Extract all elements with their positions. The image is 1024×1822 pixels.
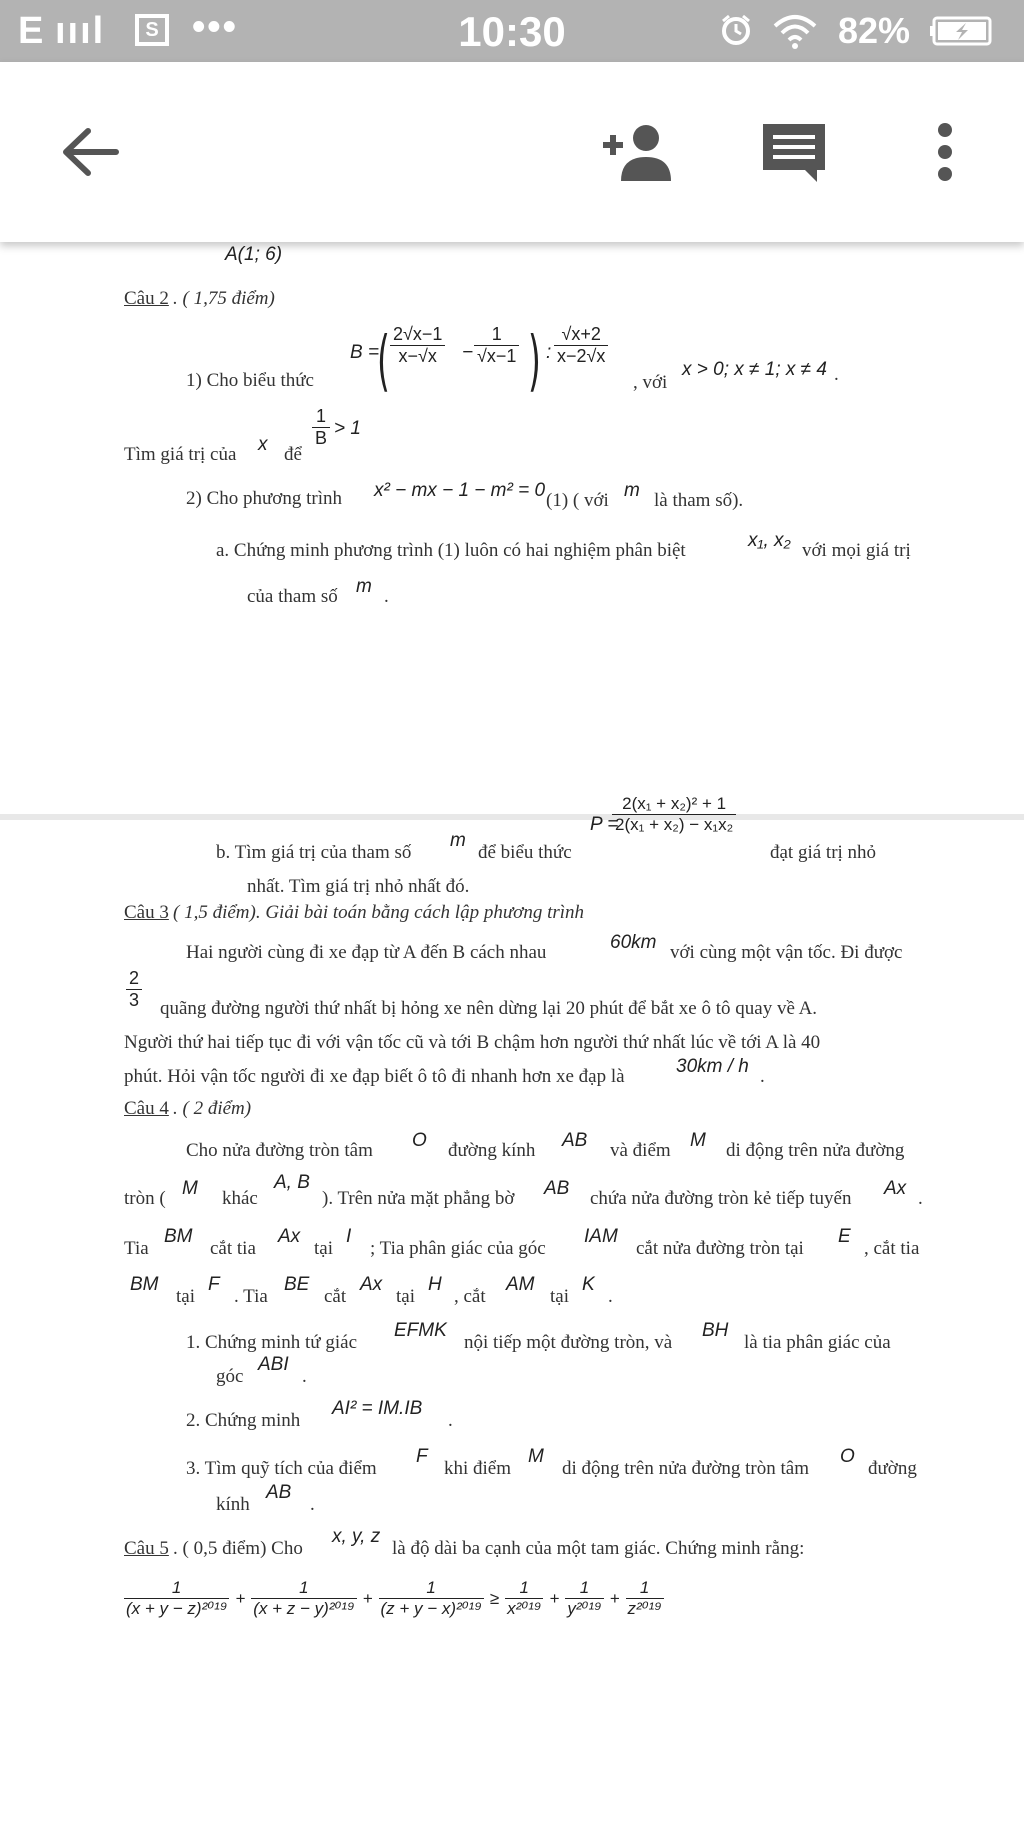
cau4-q1b: nội tiếp một đường tròn, và <box>464 1332 673 1353</box>
ineq-plus-1: + <box>235 1588 246 1608</box>
ineq-frac-4-num: 1 <box>505 1578 543 1599</box>
p1-dot: . <box>834 364 839 385</box>
cau2-points: . ( 1,75 điểm) <box>173 288 275 309</box>
signal-indicator: E ıııl <box>18 10 106 52</box>
cau4-l3d: ; Tia phân giác của góc <box>370 1238 546 1259</box>
app-toolbar <box>0 62 1024 242</box>
cau4-l4-AM: AM <box>506 1274 535 1295</box>
cau4-l2-M: M <box>182 1178 198 1199</box>
more-notifications-icon: ••• <box>192 6 238 48</box>
cau4-q2b: . <box>448 1410 453 1431</box>
alarm-icon <box>720 14 752 46</box>
page-break <box>0 814 1024 820</box>
cau3-label: Câu 3 <box>124 902 169 923</box>
cau4-AB: AB <box>562 1130 588 1151</box>
cau4-l4a: tại <box>176 1286 195 1307</box>
cau3-line1a: Hai người cùng đi xe đạp từ A đến B cách nhau <box>186 942 547 963</box>
cau4-l4-H: H <box>428 1274 442 1295</box>
cau4-l3-BM: BM <box>164 1226 193 1247</box>
frac-1-over-B <box>312 406 330 449</box>
cau2-a-text3: của tham số <box>247 586 338 607</box>
cau4-l3f: , cắt tia <box>864 1238 920 1259</box>
more-options-button[interactable] <box>920 62 970 242</box>
clock: 10:30 <box>458 8 566 55</box>
cau4-l2e: . <box>918 1188 923 1209</box>
cau4-l3c: tại <box>314 1238 333 1259</box>
cau4-l1d: di động trên nửa đường <box>726 1140 905 1161</box>
speed: 30km / h <box>676 1056 749 1077</box>
cau4-l2-AB: A, B <box>274 1172 310 1193</box>
cau4-l3-E: E <box>838 1226 851 1247</box>
ineq-frac-2 <box>251 1578 356 1619</box>
cau4-points: . ( 2 điểm) <box>173 1098 252 1119</box>
cau4-l4c: cắt <box>324 1286 347 1307</box>
cau4-q2-eq: AI² = IM.IB <box>332 1398 423 1419</box>
cau5-b: là độ dài ba cạnh của một tam giác. Chứng minh rằng: <box>392 1538 805 1559</box>
ineq-frac-3-num: 1 <box>379 1578 484 1599</box>
cau4-l4e: , cắt <box>454 1286 486 1307</box>
cau4-l3-Ax: Ax <box>278 1226 301 1247</box>
ineq-frac-2-num: 1 <box>251 1578 356 1599</box>
frac-3 <box>554 324 608 367</box>
frac-2-den: √x−1 <box>477 346 517 366</box>
cau5-a: . ( 0,5 điểm) Cho <box>173 1538 303 1559</box>
battery-percent: 82% <box>838 10 911 51</box>
paren-left: ( <box>377 322 390 399</box>
cau4-l4-Ax: Ax <box>360 1274 383 1295</box>
cau2-p2-note1: (1) ( với <box>546 490 609 511</box>
frac-1-over-B-num: 1 <box>312 406 330 428</box>
cau2-p1-intro: 1) Cho biểu thức <box>186 370 314 391</box>
document-view[interactable] <box>0 242 1024 1822</box>
cau4-l1b: đường kính <box>448 1140 536 1161</box>
sim-icon: S <box>135 14 169 46</box>
frac-3-den: x−2√x <box>557 346 606 366</box>
cau4-q3-M: M <box>528 1446 544 1467</box>
cau4-l4b: . Tia <box>234 1286 268 1307</box>
ineq-plus-4: + <box>609 1588 620 1608</box>
frac-2 <box>474 324 519 367</box>
cau4-l2c: ). Trên nửa mặt phẳng bờ <box>322 1188 515 1209</box>
ineq-frac-2-den: (x + z − y)²⁰¹⁹ <box>253 1599 355 1618</box>
cau4-l3b: cắt tia <box>210 1238 256 1259</box>
find-x-text: Tìm giá trị của <box>124 444 237 465</box>
cau4-q3-O: O <box>840 1446 855 1467</box>
ineq-frac-1-den: (x + y − z)²⁰¹⁹ <box>126 1599 228 1618</box>
paren-right: ) <box>528 322 541 399</box>
expr-B: B = <box>350 342 380 363</box>
cau2-a-dot: . <box>384 586 389 607</box>
ineq-frac-6-num: 1 <box>626 1578 664 1599</box>
frac-1-num: 2√x−1 <box>390 324 445 346</box>
cau4-q3c: di động trên nửa đường tròn tâm <box>562 1458 809 1479</box>
cau4-q1-ABI: ABI <box>258 1354 289 1375</box>
frac-3-num: √x+2 <box>554 324 608 346</box>
ineq-plus-2: + <box>362 1588 373 1608</box>
comment-button[interactable] <box>752 62 836 242</box>
cau3-line2: quãng đường người thứ nhất bị hỏng xe nên dừng lại 20 phút để bắt xe ô tô quay về A. <box>160 998 818 1019</box>
frac-1-over-B-den: B <box>315 428 328 448</box>
voi-text: , với <box>633 372 668 393</box>
ineq-frac-6 <box>626 1578 664 1619</box>
cau4-q1d: góc <box>216 1366 244 1387</box>
cau5-xyz: x, y, z <box>332 1526 381 1547</box>
var-x: x <box>258 434 268 455</box>
cau4-l4d: tại <box>396 1286 415 1307</box>
status-bar <box>0 0 1024 62</box>
cau4-l4g: . <box>608 1286 613 1307</box>
frac-P <box>612 794 736 835</box>
cau4-l3e: cắt nửa đường tròn tại <box>636 1238 804 1259</box>
battery-charging-icon <box>930 16 994 46</box>
frac-1 <box>390 324 445 367</box>
back-button[interactable] <box>50 62 130 242</box>
colon: : <box>546 342 552 363</box>
minus: − <box>462 342 474 363</box>
frac-P-num: 2(x₁ + x₂)² + 1 <box>612 794 736 815</box>
cau4-l3a: Tia <box>124 1238 149 1259</box>
ineq-frac-4-den: x²⁰¹⁹ <box>507 1599 542 1618</box>
equation-1: x² − mx − 1 − m² = 0 <box>374 480 546 501</box>
cau4-l4-BE: BE <box>284 1274 310 1295</box>
cau4-l3-IAM: IAM <box>584 1226 618 1247</box>
distance: 60km <box>610 932 657 953</box>
top-point: A(1; 6) <box>225 244 283 265</box>
cau4-l2d: chứa nửa đường tròn kẻ tiếp tuyến <box>590 1188 852 1209</box>
ineq-ge: ≥ <box>489 1588 500 1608</box>
cau3-line4b: . <box>760 1066 765 1087</box>
ineq-frac-5-num: 1 <box>565 1578 603 1599</box>
cau4-q1-BH: BH <box>702 1320 729 1341</box>
wifi-icon <box>772 12 818 50</box>
cau3-line4a: phút. Hỏi vận tốc người đi xe đạp biết ô tô đi nhanh hơn xe đạp là <box>124 1066 625 1087</box>
cau4-q3f: . <box>310 1494 315 1515</box>
gt-one: > 1 <box>334 418 361 439</box>
ineq-frac-3 <box>379 1578 484 1619</box>
cau4-q3a: 3. Tìm quỹ tích của điểm <box>186 1458 377 1479</box>
cau2-a-text2: với mọi giá trị <box>802 540 911 561</box>
ineq-frac-5-den: y²⁰¹⁹ <box>567 1599 602 1618</box>
ineq-frac-3-den: (z + y − x)²⁰¹⁹ <box>380 1599 482 1618</box>
cau4-l4-BM: BM <box>130 1274 159 1295</box>
cau2-b-text4: nhất. Tìm giá trị nhỏ nhất đó. <box>247 876 470 897</box>
cau4-q1-EFMK: EFMK <box>394 1320 447 1341</box>
cau4-l2b: khác <box>222 1188 258 1209</box>
ineq-frac-1-num: 1 <box>124 1578 229 1599</box>
cau4-l3-I: I <box>346 1226 352 1247</box>
frac-two-thirds <box>126 968 142 1011</box>
frac-P-den: 2(x₁ + x₂) − x₁x₂ <box>615 815 734 834</box>
cau4-q3-F: F <box>416 1446 428 1467</box>
cau3-header: ( 1,5 điểm). Giải bài toán bằng cách lập phương trình <box>173 902 585 923</box>
de-text: để <box>284 444 302 465</box>
cau4-q3b: khi điểm <box>444 1458 512 1479</box>
ineq-frac-6-den: z²⁰¹⁹ <box>627 1599 662 1618</box>
cau3-line3: Người thứ hai tiếp tục đi với vận tốc cũ và tới B chậm hơn người thứ nhất lúc về tới A là 40 <box>124 1032 821 1053</box>
more-vert-icon <box>933 122 957 182</box>
ineq-frac-1 <box>124 1578 229 1619</box>
cau4-l1c: và điểm <box>610 1140 671 1161</box>
ineq-frac-5 <box>565 1578 603 1619</box>
cau4-l2-Ax: Ax <box>884 1178 907 1199</box>
cau4-O: O <box>412 1130 427 1151</box>
condition: x > 0; x ≠ 1; x ≠ 4 <box>682 359 827 380</box>
cau3-line1b: với cùng một vận tốc. Đi được <box>670 942 903 963</box>
cau2-b-text1: b. Tìm giá trị của tham số <box>216 842 412 863</box>
add-person-button[interactable] <box>594 62 680 242</box>
expr-P: P = <box>590 814 619 835</box>
cau4-q1a: 1. Chứng minh tứ giác <box>186 1332 357 1353</box>
cau4-l4f: tại <box>550 1286 569 1307</box>
cau4-l2-AB2: AB <box>544 1178 570 1199</box>
cau4-q3e: kính <box>216 1494 250 1515</box>
cau4-l1a: Cho nửa đường tròn tâm <box>186 1140 373 1161</box>
cau2-b-text2: để biểu thức <box>478 842 572 863</box>
var-x1x2: x₁, x₂ <box>748 530 791 551</box>
cau4-l2a: tròn ( <box>124 1188 166 1209</box>
cau5-label: Câu 5 <box>124 1538 169 1559</box>
cau2-p2-note2: là tham số). <box>654 490 744 511</box>
cau4-M: M <box>690 1130 706 1151</box>
cau4-l4-F: F <box>208 1274 220 1295</box>
cau4-q2a: 2. Chứng minh <box>186 1410 301 1431</box>
cau4-l4-K: K <box>582 1274 595 1295</box>
cau2-b-text3: đạt giá trị nhỏ <box>770 842 877 863</box>
var-m: m <box>624 480 640 501</box>
cau4-q1e: . <box>302 1366 307 1387</box>
cau4-q1c: là tia phân giác của <box>744 1332 891 1353</box>
cau2-p2-intro: 2) Cho phương trình <box>186 488 342 509</box>
cau4-q3d: đường <box>868 1458 917 1479</box>
cau2-a-text1: a. Chứng minh phương trình (1) luôn có hai nghiệm phân biệt <box>216 540 686 561</box>
frac-two-thirds-num: 2 <box>126 968 142 990</box>
cau4-q3-AB: AB <box>266 1482 292 1503</box>
ineq-frac-4 <box>505 1578 543 1619</box>
inequality <box>124 1578 664 1619</box>
frac-2-num: 1 <box>474 324 519 346</box>
frac-two-thirds-den: 3 <box>129 990 140 1010</box>
var-m-2: m <box>356 576 372 597</box>
cau2-label: Câu 2 <box>124 288 169 309</box>
ineq-plus-3: + <box>549 1588 560 1608</box>
cau4-label: Câu 4 <box>124 1098 169 1119</box>
arrow-left-icon <box>60 125 120 179</box>
var-m-3: m <box>450 830 466 851</box>
comment-icon <box>759 120 829 184</box>
person-add-icon <box>597 121 677 183</box>
frac-1-den: x−√x <box>398 346 437 366</box>
